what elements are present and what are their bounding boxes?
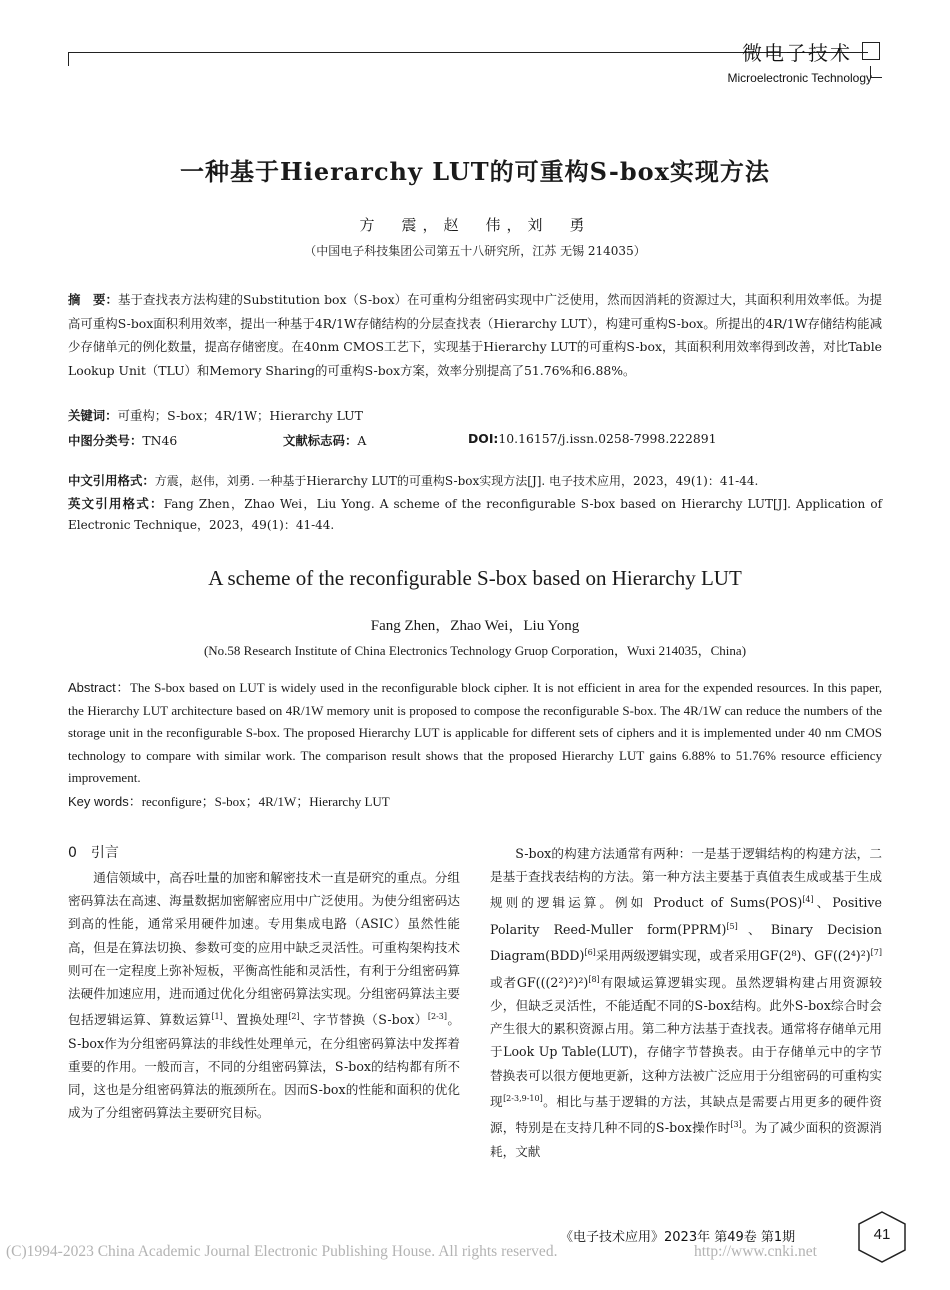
cnki-url-watermark[interactable]: http://www.cnki.net xyxy=(694,1243,817,1260)
intro-paragraph xyxy=(68,866,460,1124)
text-run: 。S-box作为分组密码算法的非线性处理单元，在分组密码算法中发挥着重要的作用。一般而言，不同的分组密码算法，S-box的结构都有所不同，这也是分组密码算法的瓶颈所在。因而S-box的性能和面积的优化成为了分组密码算法主要研究目标。 xyxy=(68,1012,461,1121)
classification-row xyxy=(68,431,177,449)
doi-label: DOI: xyxy=(468,431,499,446)
reference-mark[interactable]: [2-3,9-10] xyxy=(503,1093,543,1103)
page-number: 41 xyxy=(873,1226,891,1243)
sbox-paragraph xyxy=(490,842,882,1163)
body-column-right xyxy=(490,842,882,1163)
journal-name-en: Microelectronic Technology xyxy=(727,71,872,85)
body-column-left xyxy=(68,842,460,1124)
citation-cn-text: 方震，赵伟，刘勇. 一种基于Hierarchy LUT的可重构S-box实现方法[J]. 电子技术应用，2023，49(1)：41-44. xyxy=(154,474,759,488)
keywords-cn-text: 可重构；S-box；4R/1W；Hierarchy LUT xyxy=(117,408,363,423)
reference-mark[interactable]: [5] xyxy=(726,921,738,931)
page-header xyxy=(0,0,950,100)
keywords-cn xyxy=(68,406,363,424)
reference-mark[interactable]: [2-3] xyxy=(427,1012,447,1022)
abstract-en-text: The S-box based on LUT is widely used in the reconfigurable block cipher. It is not efficient in area for the expended resources. In this paper, the Hierarchy LUT architecture based on 4R/1W memory unit is proposed to compose the reconfigurable S-box. The 4R/1W can reduce the numbers of the storage unit in the reconfigurable S-box. The proposed Hierarchy LUT is applicable for different sets of ciphers and it is implemented under 40 nm CMOS technology to compare with similar work. The comparison result shows that the proposed Hierarchy LUT gains 6.88% to 51.76% resource efficiency improvement. xyxy=(68,680,882,785)
citation-cn xyxy=(68,470,882,493)
keywords-cn-label: 关键词： xyxy=(68,408,118,423)
doi-value: 10.16157/j.issn.0258-7998.222891 xyxy=(498,431,717,446)
citation-block xyxy=(68,470,882,537)
reference-mark[interactable]: [8] xyxy=(588,974,600,984)
text-run: 、置换处理 xyxy=(222,1012,289,1028)
abstract-cn-label: 摘 要： xyxy=(68,292,118,307)
keywords-en-label: Key words： xyxy=(68,794,142,809)
abstract-cn-text: 基于查找表方法构建的Substitution box（S-box）在可重构分组密码实现中广泛使用，然而因消耗的资源过大，其面积利用效率低。为提高可重构S-box面积利用效率，提出一种基于4R/1W存储结构的分层查找表（Hierarchy LUT），构建可重构S-box。所提出的4R/1W存储结构能减少存储单元的例化数量，提高存储密度。在40nm CMOS工艺下，实现基于Hierarchy LUT的可重构S-box，其面积利用效率得到改善，对比Table Lookup Unit（TLU）和Memory Sharing的可重构S-box方案，效率分别提高了51.76%和6.88%。 xyxy=(68,292,882,378)
text-run: 。为了减少面积的资源消耗，文献 xyxy=(490,1120,882,1159)
text-run: 有限域运算逻辑实现。虽然逻辑构建占用资源较少，但缺乏灵活性，不能适配不同的S-box结构。此外S-box综合时会产生很大的累积资源占用。第二种方法基于查找表。通常将存储单元用于Look Up Table(LUT)，存储字节替换表。由于存储单元中的字节替换表可以很方便地更新，这种方法被广泛应用于分组密码的可重构实现 xyxy=(490,974,883,1109)
text-run: 采用两级逻辑实现，或者采用GF(2⁸)、GF((2⁴)²) xyxy=(595,948,871,964)
text-run: 或者GF(((2²)²)²) xyxy=(490,974,589,990)
reference-mark[interactable]: [3] xyxy=(730,1120,742,1130)
text-run: 、Binary Decision Diagram(BDD) xyxy=(490,921,882,964)
affiliation: （中国电子科技集团公司第五十八研究所，江苏 无锡 214035） xyxy=(304,244,646,258)
text-run: 。相比与基于逻辑的方法，其缺点是需要占用更多的硬件资源，特别是在支持几种不同的S-box操作时 xyxy=(490,1093,883,1136)
doi-row xyxy=(468,431,717,446)
citation-en-text: Fang Zhen，Zhao Wei，Liu Yong. A scheme of the reconfigurable S-box based on Hierarchy LUT[J]. Application of Electronic Technique，2023，49(1)：41-44. xyxy=(68,496,883,532)
clc-label: 中图分类号： xyxy=(68,433,143,448)
authors: 方 震，赵 伟，刘 勇 xyxy=(359,216,591,234)
doc-code-row xyxy=(283,431,366,449)
keywords-en xyxy=(68,791,390,810)
text-run: S-box的构建方法通常有两种：一是基于逻辑结构的构建方法，二是基于查找表结构的方法。第一种方法主要基于真值表生成或基于生成规则的逻辑运算。例如 Product of Sums(POS) xyxy=(490,846,882,911)
clc-value: TN46 xyxy=(142,433,178,448)
text-run: 、字节替换（S-box） xyxy=(299,1012,428,1028)
keywords-en-text: reconfigure；S-box；4R/1W；Hierarchy LUT xyxy=(141,794,390,809)
affiliation-en: (No.58 Research Institute of China Electronics Technology Gruop Corporation，Wuxi 214035，China) xyxy=(203,643,747,658)
doc-code-label: 文献标志码： xyxy=(283,433,358,448)
abstract-en xyxy=(68,677,882,790)
footer-journal: 《电子技术应用》2023年 第49卷 第1期 xyxy=(560,1230,796,1245)
crop-mark xyxy=(68,52,78,66)
reference-mark[interactable]: [4] xyxy=(802,895,814,905)
paper-title: 一种基于Hierarchy LUT的可重构S-box实现方法 xyxy=(180,157,770,186)
reference-mark[interactable]: [6] xyxy=(584,948,596,958)
reference-mark[interactable]: [2] xyxy=(288,1012,300,1022)
reference-mark[interactable]: [1] xyxy=(211,1012,223,1022)
authors-en: Fang Zhen，Zhao Wei，Liu Yong xyxy=(370,618,580,634)
citation-en-label: 英文引用格式： xyxy=(68,495,164,511)
abstract-en-label: Abstract： xyxy=(68,680,130,695)
text-run: 、Positive Polarity Reed-Muller form(PPRM) xyxy=(490,895,882,937)
section-heading: 0 引言 xyxy=(68,845,119,861)
text-run: 通信领域中，高吞吐量的加密和解密技术一直是研究的重点。分组密码算法在高速、海量数据加密解密应用中广泛使用。为使分组密码达到高的性能，通常采用硬件加速。专用集成电路（ASIC）虽然性能高，但是在算法切换、参数可变的应用中缺乏灵活性。可重构架构技术则可在一定程度上弥补短板，平衡高性能和灵活性，有利于分组密码算法硬件加速应用，进而通过优化分组密码算法实现。分组密码算法主要包括逻辑运算、算数运算 xyxy=(68,870,460,1028)
reference-mark[interactable]: [7] xyxy=(870,948,882,958)
abstract-cn xyxy=(68,288,882,382)
corner-mark-icon xyxy=(870,66,882,78)
citation-cn-label: 中文引用格式： xyxy=(68,473,155,488)
corner-box-icon xyxy=(862,42,880,60)
paper-title-en: A scheme of the reconfigurable S-box based on Hierarchy LUT xyxy=(208,566,742,590)
citation-en xyxy=(68,493,882,537)
doc-code-value: A xyxy=(357,433,367,448)
journal-name-cn: 微电子技术 xyxy=(742,41,852,65)
copyright-watermark: (C)1994-2023 China Academic Journal Electronic Publishing House. All rights reserved. xyxy=(6,1243,558,1260)
